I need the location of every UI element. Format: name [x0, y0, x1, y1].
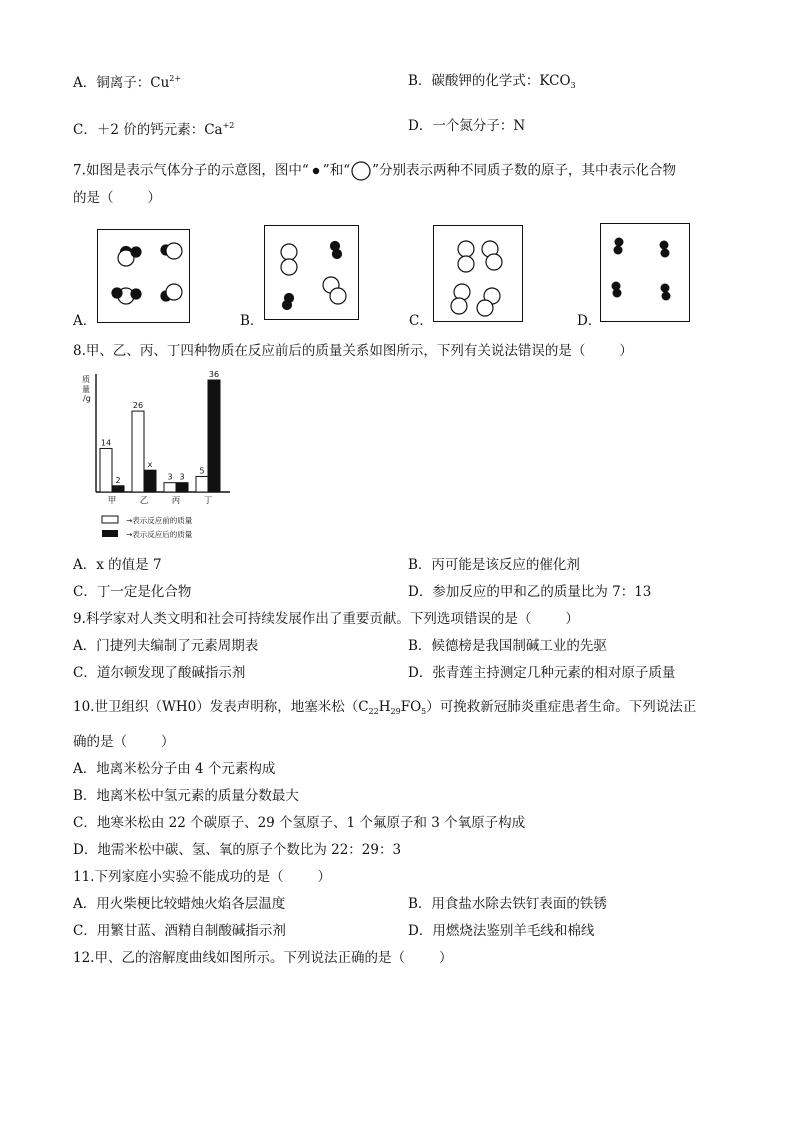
q10-option-a: A．地离米松分子由 4 个元素构成: [73, 761, 276, 777]
q7-stem-part1: 7.如图是表示气体分子的示意图，图中“: [73, 162, 309, 179]
q10-sub-oxygen: 5: [421, 707, 427, 716]
bar-after-2: [176, 483, 188, 492]
q7-label-c: C．: [409, 313, 433, 329]
q6-option-c-valence: +2: [222, 121, 235, 130]
q10-option-b: B．地离米松中氢元素的质量分数最大: [73, 788, 299, 804]
q7-stem-part2: ”和“: [322, 162, 351, 179]
q10-hydrogen: H: [378, 699, 391, 715]
q11-option-b: B．用食盐水除去铁钉表面的铁锈: [408, 896, 607, 912]
light-atom-icon: [350, 160, 372, 182]
q10-option-c: C．地寒米松由 22 个碳原子、29 个氢原子、1 个氟原子和 3 个氧原子构成: [73, 815, 526, 831]
q11-stem-text: 11.下列家庭小实验不能成功的是（: [73, 869, 284, 885]
q11-stem: [73, 868, 331, 886]
bar-after-1: [144, 470, 156, 492]
q11-option-a: A．用火柴梗比较蜡烛火焰各层温度: [73, 896, 286, 912]
q11-option-d: D．用燃烧法鉴别羊毛线和棉线: [408, 923, 595, 939]
chart-ylabel-3: /g: [83, 394, 91, 403]
q8-option-d: D．参加反应的甲和乙的质量比为 7：13: [408, 584, 652, 600]
q7-stem-line2: [73, 189, 161, 207]
q7-stem-line2-end: ）: [147, 190, 161, 206]
q7-label-a: A．: [73, 313, 97, 329]
q10-stem-part1: 10.世卫组织（WH0）发表声明称，地塞米松（C: [73, 699, 369, 715]
q7-label-d: D．: [577, 313, 602, 329]
category-label-0: 甲: [107, 496, 117, 506]
q6-option-c-text: C．＋2 价的钙元素：Ca: [73, 122, 223, 138]
chart-ylabel-2: 量: [82, 385, 90, 394]
bar-before-0: [100, 448, 112, 492]
bar-label-after-3: 36: [208, 370, 220, 379]
q8-stem-text: 8.甲、乙、丙、丁四种物质在反应前后的质量关系如图所示，下列有关说法错误的是（: [73, 343, 586, 359]
legend-before-label: →表示反应前的质量: [126, 516, 193, 525]
q10-option-d: D．地需米松中碳、氢、氧的原子个数比为 22：29：3: [73, 842, 402, 858]
bar-before-1: [132, 411, 144, 492]
q8-option-b: B．丙可能是该反应的催化剂: [408, 557, 580, 573]
bar-label-after-2: 3: [179, 472, 185, 482]
q7-label-b: B．: [240, 313, 264, 329]
q9-option-c: C．道尔顿发现了酸碱指示剂: [73, 665, 246, 681]
q8-option-a: A．x 的值是 7: [73, 557, 162, 573]
q6-option-b: [408, 72, 576, 95]
category-label-3: 丁: [203, 496, 213, 506]
chart-legend: [102, 515, 193, 539]
q6-option-c: [73, 117, 234, 139]
chart-ylabel-1: 质: [82, 375, 90, 384]
q10-stem-line2-text: 确的是（: [73, 734, 127, 750]
q10-fluorine-oxygen: FO: [400, 699, 422, 715]
q9-stem: [73, 610, 579, 628]
q12-stem: [73, 949, 452, 967]
bar-label-before-1: 26: [132, 401, 144, 411]
dark-atom-icon: [309, 164, 323, 178]
q6-option-d: [408, 117, 525, 135]
bar-before-3: [196, 476, 208, 492]
q12-stem-end: ）: [438, 950, 453, 966]
chart-bars: [100, 370, 220, 506]
q9-stem-text: 9.科学家对人类文明和社会可持续发展作出了重要贡献。下列选项错误的是（: [73, 611, 532, 627]
q11-stem-end: ）: [317, 869, 331, 885]
category-label-1: 乙: [139, 496, 149, 506]
bar-label-before-0: 14: [100, 438, 112, 448]
q10-stem-line2: [73, 733, 175, 751]
q7-stem-line2-text: 的是（: [73, 190, 114, 206]
q9-stem-end: ）: [565, 611, 579, 627]
q10-stem-line2-end: ）: [161, 734, 175, 750]
q6-option-b-text: B．碳酸钾的化学式：KCO: [408, 73, 571, 89]
legend-after-swatch: [102, 530, 118, 537]
q7-box-b: [264, 225, 359, 320]
q8-stem-end: ）: [619, 343, 633, 359]
q11-option-c: C．用繁甘蓝、酒精自制酸碱指示剂: [73, 923, 286, 939]
q6-option-b-subscript: 3: [570, 81, 576, 90]
q8-stem: [73, 342, 633, 360]
q7-box-c: [433, 225, 523, 322]
bar-before-2: [164, 483, 176, 492]
q10-sub-carbon: 22: [368, 707, 379, 716]
q7-box-a: [97, 229, 190, 323]
category-label-2: 丙: [171, 496, 181, 506]
q9-option-b: B．候德榜是我国制碱工业的先驱: [408, 638, 607, 654]
q6-option-a-charge: 2+: [169, 74, 182, 83]
q9-option-a: A．门捷列夫编制了元素周期表: [73, 638, 259, 654]
q6-option-a-text: A．铜离子：Cu: [73, 75, 170, 91]
legend-before-swatch: [102, 516, 118, 523]
q7-stem: [73, 160, 676, 182]
bar-label-after-0: 2: [115, 475, 121, 485]
q9-option-d: D．张青莲主持测定几种元素的相对原子质量: [408, 665, 676, 681]
bar-label-before-2: 3: [167, 472, 173, 482]
bar-after-3: [208, 380, 220, 492]
bar-after-0: [112, 486, 124, 492]
q8-option-c: C．丁一定是化合物: [73, 584, 192, 600]
q7-stem-part3: ”分别表示两种不同质子数的原子，其中表示化合物: [372, 162, 677, 179]
legend-after-label: →表示反应后的质量: [126, 530, 193, 539]
q10-stem: [73, 698, 696, 721]
q10-sub-hydrogen: 29: [390, 707, 401, 716]
q8-bar-chart: [80, 370, 260, 548]
q6-option-a: [73, 70, 181, 92]
bar-label-after-1: x: [147, 460, 153, 470]
q12-stem-text: 12.甲、乙的溶解度曲线如图所示。下列说法正确的是（: [73, 950, 405, 966]
q7-box-d: [600, 223, 690, 322]
bar-label-before-3: 5: [199, 466, 205, 476]
q6-option-d-text: D．一个氮分子：N: [408, 118, 526, 134]
q10-stem-part2: ）可挽救新冠肺炎重症患者生命。下列说法正: [426, 699, 697, 715]
